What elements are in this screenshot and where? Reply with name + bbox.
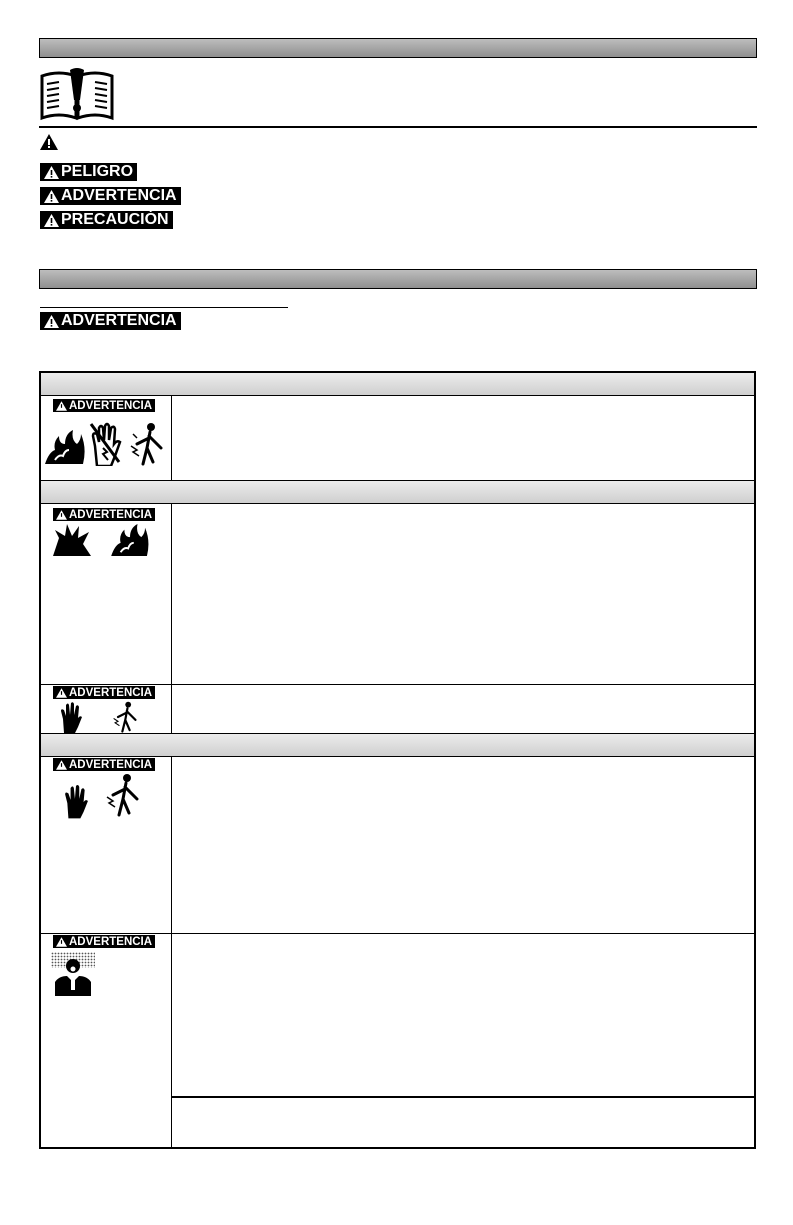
advertencia-signal-small bbox=[53, 686, 155, 699]
alert-triangle-icon bbox=[56, 688, 67, 698]
electric-shock-icon bbox=[129, 422, 167, 466]
electric-shock-icon bbox=[105, 773, 143, 817]
row-icon-cell bbox=[41, 396, 172, 480]
advertencia-signal-2 bbox=[40, 312, 181, 330]
safety-table bbox=[39, 371, 756, 1149]
advertencia-signal-small bbox=[53, 935, 155, 948]
row-subdivider bbox=[171, 1096, 754, 1098]
alert-triangle-icon bbox=[56, 937, 67, 947]
advertencia-signal-small bbox=[53, 508, 155, 521]
row-icon-cell bbox=[41, 504, 172, 684]
electric-shock-icon bbox=[109, 701, 143, 733]
alert-triangle-icon bbox=[44, 214, 59, 227]
explosion-icon bbox=[53, 524, 91, 556]
hand-icon bbox=[89, 422, 123, 466]
section-header-bar-1 bbox=[39, 38, 757, 58]
precaucion-label: PRECAUCIÓN bbox=[61, 211, 169, 228]
advertencia-signal-small bbox=[53, 758, 155, 771]
alert-triangle-icon bbox=[40, 134, 58, 150]
table-row-4 bbox=[41, 757, 754, 934]
table-header-1 bbox=[41, 373, 754, 396]
divider-rule bbox=[39, 126, 757, 128]
table-row-3 bbox=[41, 685, 754, 734]
respiratory-hazard-icon bbox=[51, 952, 95, 996]
precaucion-signal bbox=[40, 211, 173, 229]
row-icon-cell bbox=[41, 934, 172, 1147]
advertencia-label: ADVERTENCIA bbox=[61, 312, 177, 329]
advertencia-label: ADVERTENCIA bbox=[69, 686, 153, 699]
table-row-2 bbox=[41, 504, 754, 685]
fire-icon bbox=[111, 524, 149, 556]
alert-triangle-icon bbox=[56, 510, 67, 520]
advertencia-label: ADVERTENCIA bbox=[69, 399, 153, 412]
alert-triangle-icon bbox=[56, 760, 67, 770]
advertencia-label: ADVERTENCIA bbox=[69, 508, 153, 521]
fire-icon bbox=[45, 430, 85, 464]
advertencia-label: ADVERTENCIA bbox=[69, 935, 153, 948]
row-icon-cell bbox=[41, 757, 172, 933]
advertencia-label: ADVERTENCIA bbox=[69, 758, 153, 771]
read-manual-icon bbox=[39, 66, 115, 122]
hand-icon bbox=[63, 783, 89, 819]
peligro-signal bbox=[40, 163, 137, 181]
hand-icon bbox=[59, 701, 83, 733]
alert-triangle-icon bbox=[44, 166, 59, 179]
alert-triangle-icon bbox=[44, 190, 59, 203]
alert-triangle-icon bbox=[44, 315, 59, 328]
table-row-1 bbox=[41, 396, 754, 481]
advertencia-label: ADVERTENCIA bbox=[61, 187, 177, 204]
row-icon-cell bbox=[41, 685, 172, 733]
advertencia-signal bbox=[40, 187, 181, 205]
table-row-5 bbox=[41, 934, 754, 1147]
heading-underline bbox=[40, 307, 288, 308]
peligro-label: PELIGRO bbox=[61, 163, 134, 180]
section-header-bar-2 bbox=[39, 269, 757, 289]
table-header-3 bbox=[41, 734, 754, 757]
advertencia-signal-small bbox=[53, 399, 155, 412]
alert-triangle-icon bbox=[56, 401, 67, 411]
table-header-2 bbox=[41, 481, 754, 504]
